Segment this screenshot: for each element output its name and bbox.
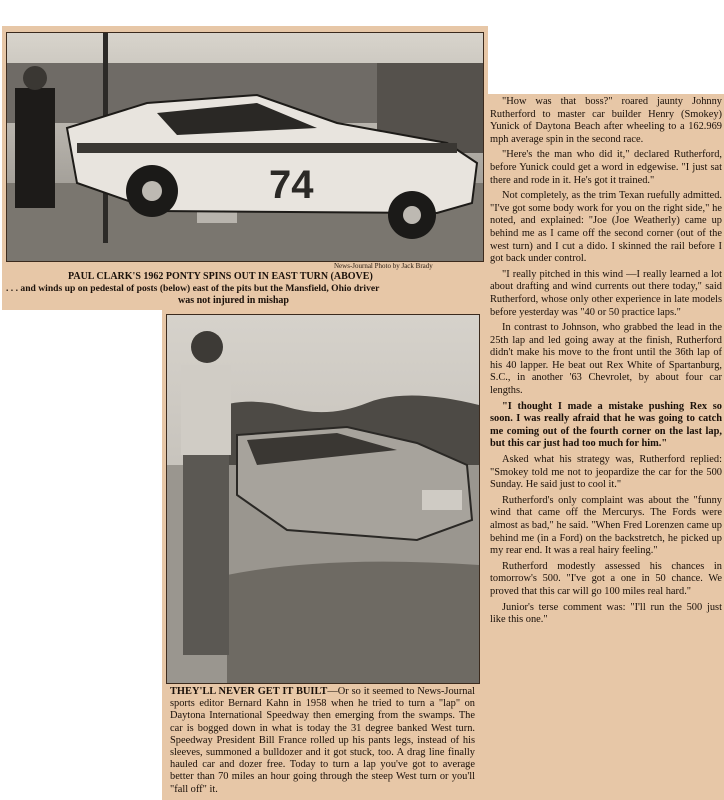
- article-paragraph: Asked what his strategy was, Rutherford replied: "Smokey told me not to jeopardize the car for the 500 Sunday. He said just to cool it.": [490, 454, 722, 491]
- article-paragraph: "Here's the man who did it," declared Rutherford, before Yunick could get a word in edgewise. "I just sat there and rode in it. He's got it trained.": [490, 149, 722, 186]
- photo-caption-title: PAUL CLARK'S 1962 PONTY SPINS OUT IN EAST TURN (ABOVE): [68, 271, 373, 282]
- article-column: [490, 96, 722, 630]
- article-paragraph: "How was that boss?" roared jaunty Johnny Rutherford to master car builder Henry (Smokey) Yunick of Daytona Beach after wheeling to a 162.969 mph average spin in the second race.: [490, 96, 722, 145]
- photo-caption-line: . . . and winds up on pedestal of posts (below) east of the pits but the Mansfield, Ohio driver: [6, 283, 380, 294]
- article-paragraph: "I really pitched in this wind —I really learned a lot about drafting and wind currents out there today," said Rutherford, whose only other experience in late models before yesterday was "40 or 50 practice laps.": [490, 268, 722, 318]
- article-quote: "I thought I made a mistake pushing Rex so soon. I was really afraid that he was going to catch me coming out of the fourth corner on the last lap, but this car just had too much for him.": [490, 400, 722, 450]
- car-number: 74: [269, 163, 314, 207]
- article-paragraph: Junior's terse comment was: "I'll run the 500 just like this one.": [490, 601, 722, 626]
- article-paragraph: Rutherford modestly assessed his chances in tomorrow's 500. "I've got a one in 50 chance. We proved that this car will go 100 miles real hard.": [490, 560, 722, 597]
- spinout-photo: [6, 32, 484, 262]
- article-paragraph: Rutherford's only complaint was about the "funny wind that came off the Mercurys. The Fords were almost as bad," he said. "When Fred Lorenzen came up behind me (in a Ford) on the backstretch, he picked up my rear end. It was a real hairy feeling.": [490, 494, 722, 557]
- caption-body: —Or so it seemed to News-Journal sports editor Bernard Kahn in 1958 when he tried to turn a "lap" on Daytona International Speedway then emerging from the swamps. The car is bogged down in what is today the 31 degree banked West turn. Speedway President Bill France rolled up his pants legs, instead of his sleeves, summoned a bulldozer and it got stuck, too. A drag line finally hauled car and dozer free. Today to turn a lap you've got to average better than 70 miles an hour going through the steep West turn or you'll "fall off" it.: [170, 686, 476, 795]
- article-paragraph: In contrast to Johnson, who grabbed the lead in the 25th lap and led going away at the finish, Rutherford didn't make his move to the front until the 36th lap of his 40 lapper. He beat out Rex White of Spartanburg, S.C., in another '63 Chevrolet, by about four car lengths.: [490, 322, 722, 397]
- photo-credit: News-Journal Photo by Jack Brady: [334, 262, 433, 270]
- article-paragraph: Not completely, as the trim Texan ruefully admitted. "I've got some body work for you on the right side," he noted, and explained: "Joe (Joe Weatherly) came up behind me as I came off the second corner (out of the west turn) and I cut a dido. I skinned the rail before I got back under control.: [490, 190, 722, 265]
- photo-caption-line: was not injured in mishap: [178, 295, 289, 306]
- swamp-photo: [166, 314, 480, 684]
- caption-lead: THEY'LL NEVER GET IT BUILT: [170, 686, 328, 697]
- swamp-photo-caption: [170, 686, 475, 796]
